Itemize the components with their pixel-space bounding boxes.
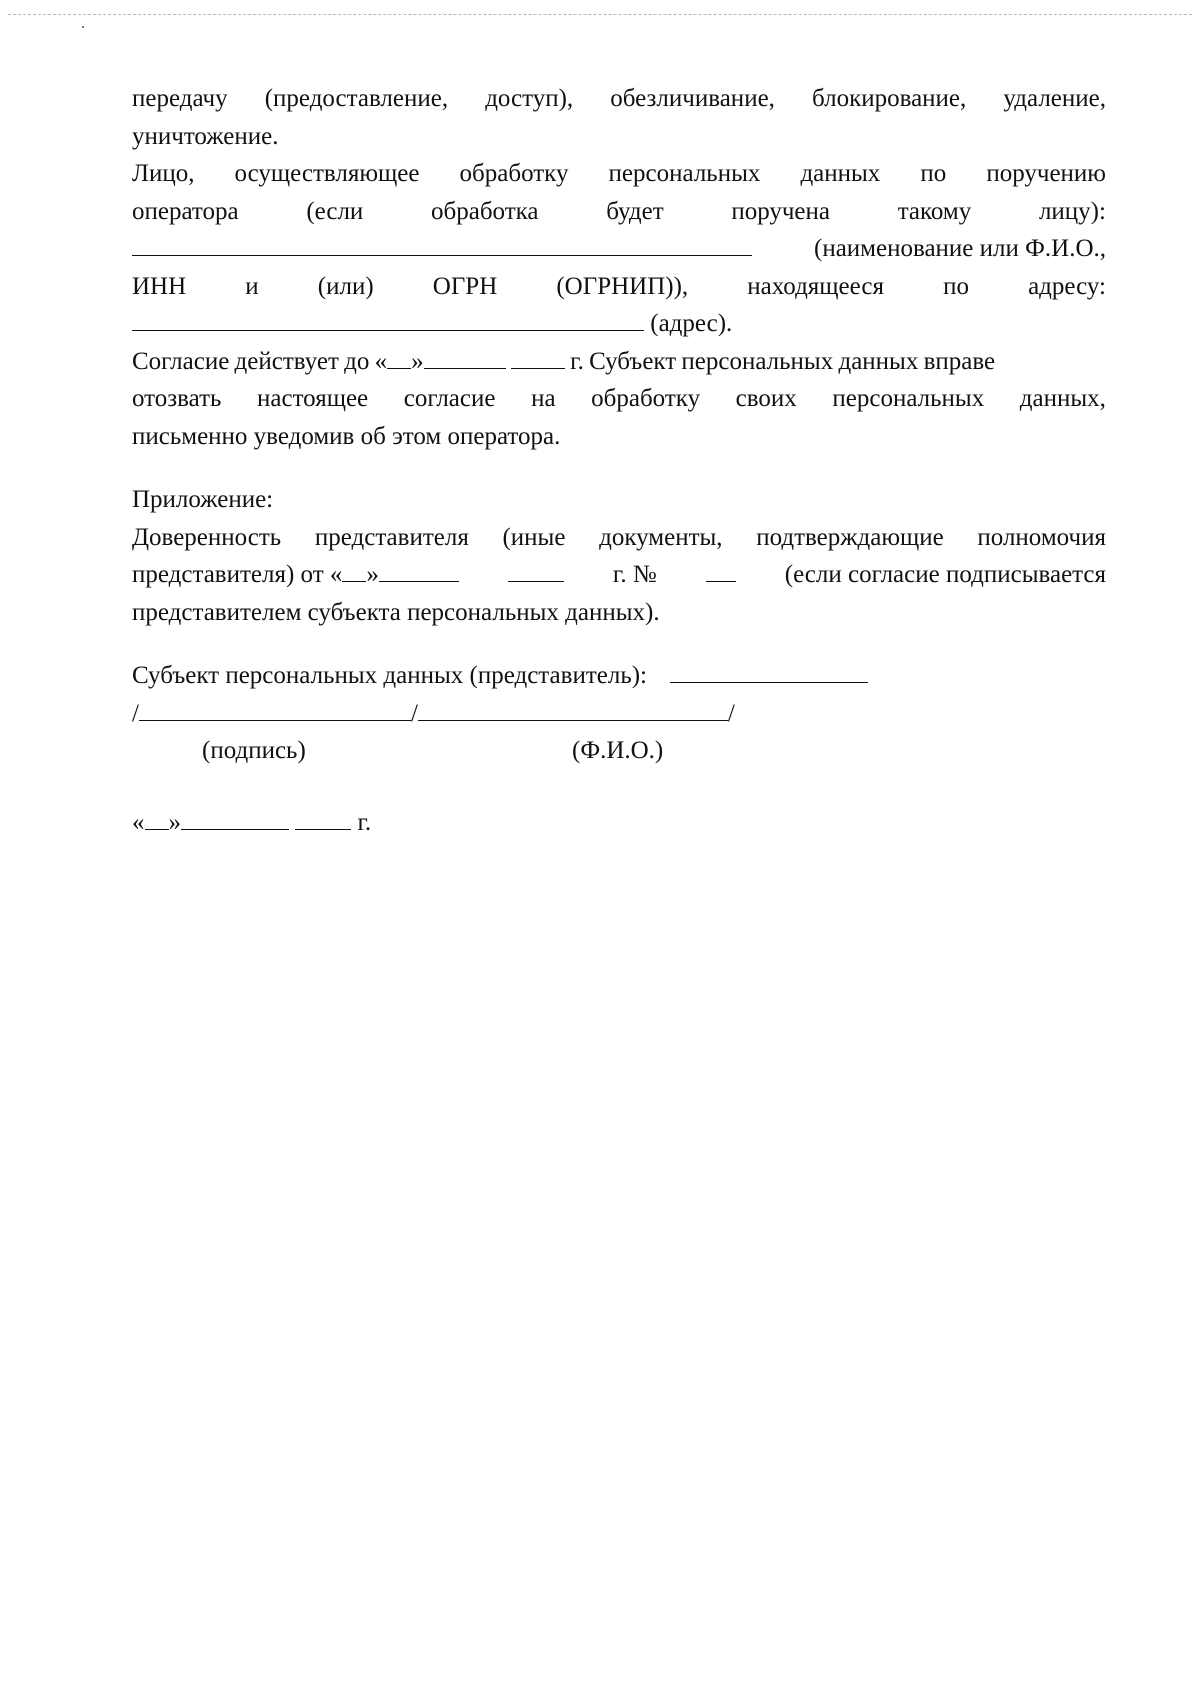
address-blank[interactable]	[132, 306, 644, 331]
appendix-from-label: представителя) от «	[132, 561, 343, 588]
word: будет	[606, 197, 664, 225]
poa-number-blank[interactable]	[706, 557, 736, 582]
page-top-border	[8, 14, 1192, 15]
word: адресу:	[1028, 272, 1106, 300]
word: обработка	[431, 197, 539, 225]
appendix-line3: представителем субъекта персональных данных).	[132, 598, 660, 626]
word: полномочия	[977, 523, 1106, 551]
p2-line5	[132, 305, 1106, 343]
spacer	[132, 631, 1106, 657]
poa-number-label: г. №	[612, 561, 657, 588]
word: доступ),	[485, 85, 574, 112]
spacer	[132, 455, 1106, 481]
p3-line3: письменно уведомив об этом оператора.	[132, 422, 561, 450]
word: данных	[800, 160, 881, 187]
p2-line3	[132, 230, 1106, 268]
word: персональных	[608, 160, 761, 187]
name-caption: (Ф.И.О.)	[572, 737, 664, 764]
signature-line	[132, 695, 1106, 733]
signature-extra-blank[interactable]	[670, 658, 868, 683]
signature-blank[interactable]	[139, 696, 411, 721]
word: настоящее	[257, 385, 369, 412]
word: (предоставление,	[264, 85, 449, 112]
date-year-blank[interactable]	[295, 805, 351, 830]
word: ИНН	[132, 272, 187, 300]
validity-label: Согласие действует до «	[132, 347, 388, 375]
poa-day-blank[interactable]	[342, 557, 366, 582]
word: по	[920, 160, 947, 187]
address-hint: (адрес).	[650, 310, 733, 337]
word: Доверенность	[132, 523, 282, 551]
close-quote: »	[168, 808, 181, 836]
word: своих	[735, 385, 797, 412]
word: (или)	[317, 272, 374, 300]
p2-line1	[132, 155, 1106, 193]
word: оператора	[132, 197, 239, 225]
open-quote: «	[132, 808, 145, 836]
slash: /	[727, 699, 735, 727]
date-month-blank[interactable]	[181, 805, 289, 830]
revocation-text: г. Субъект персональных данных вправе	[570, 347, 996, 375]
word: удаление,	[1003, 85, 1106, 112]
word: ОГРН	[432, 272, 498, 300]
word: поручена	[731, 197, 831, 225]
validity-month-blank[interactable]	[424, 344, 506, 369]
appendix-heading: Приложение:	[132, 486, 274, 513]
word: (если	[306, 197, 364, 225]
validity-year-blank[interactable]	[511, 344, 565, 369]
operator-name-hint: (наименование или Ф.И.О.,	[814, 235, 1106, 262]
word: по	[943, 272, 969, 300]
close-quote: »	[411, 347, 424, 375]
signature-captions	[132, 732, 1106, 770]
word: данных,	[1019, 385, 1106, 412]
spacer	[132, 770, 1106, 804]
p3-line2	[132, 380, 1106, 418]
word: подтверждающие	[756, 523, 944, 551]
word: обработку	[591, 385, 701, 412]
word: блокирование,	[812, 85, 967, 112]
word: представителя	[314, 523, 469, 551]
word: документы,	[599, 523, 723, 551]
word: лицу):	[1038, 197, 1106, 225]
word: персональных	[832, 385, 985, 412]
signature-label: Субъект персональных данных (представитель):	[132, 662, 647, 689]
word: передачу	[132, 85, 228, 112]
scan-speck	[82, 26, 84, 28]
word: поручению	[986, 160, 1106, 187]
signature-caption: (подпись)	[202, 737, 306, 764]
word: (ОГРНИП)),	[556, 272, 689, 300]
close-quote: »	[366, 561, 379, 588]
word: обработку	[459, 160, 569, 187]
appendix-line2	[132, 556, 1106, 594]
document-body	[132, 80, 1106, 841]
word: (иные	[502, 523, 566, 551]
word: осуществляющее	[234, 160, 420, 187]
word: Лицо,	[132, 160, 195, 187]
word: обезличивание,	[610, 85, 775, 112]
signature-label-line	[132, 657, 1106, 695]
date-day-blank[interactable]	[145, 805, 169, 830]
p2-line2	[132, 193, 1106, 231]
word: находящееся	[747, 272, 884, 300]
slash: /	[410, 699, 418, 727]
appendix-from	[132, 556, 459, 594]
word: согласие	[403, 385, 496, 412]
name-blank[interactable]	[418, 696, 728, 721]
word: такому	[897, 197, 972, 225]
operator-name-blank[interactable]	[132, 231, 752, 256]
word: отозвать	[132, 385, 222, 412]
date-line	[132, 804, 1106, 842]
poa-condition: (если согласие подписывается	[784, 561, 1106, 588]
p2-line4	[132, 268, 1106, 306]
slash: /	[132, 699, 139, 727]
poa-year-blank[interactable]	[508, 557, 564, 582]
validity-day-blank[interactable]	[387, 344, 411, 369]
word: и	[245, 272, 259, 300]
year-suffix: г.	[357, 808, 372, 836]
p1-line2: уничтожение.	[132, 122, 279, 150]
poa-month-blank[interactable]	[379, 557, 459, 582]
p3-line1	[132, 343, 1106, 381]
word: на	[531, 385, 556, 412]
p1-line1	[132, 80, 1106, 118]
appendix-line1	[132, 519, 1106, 557]
